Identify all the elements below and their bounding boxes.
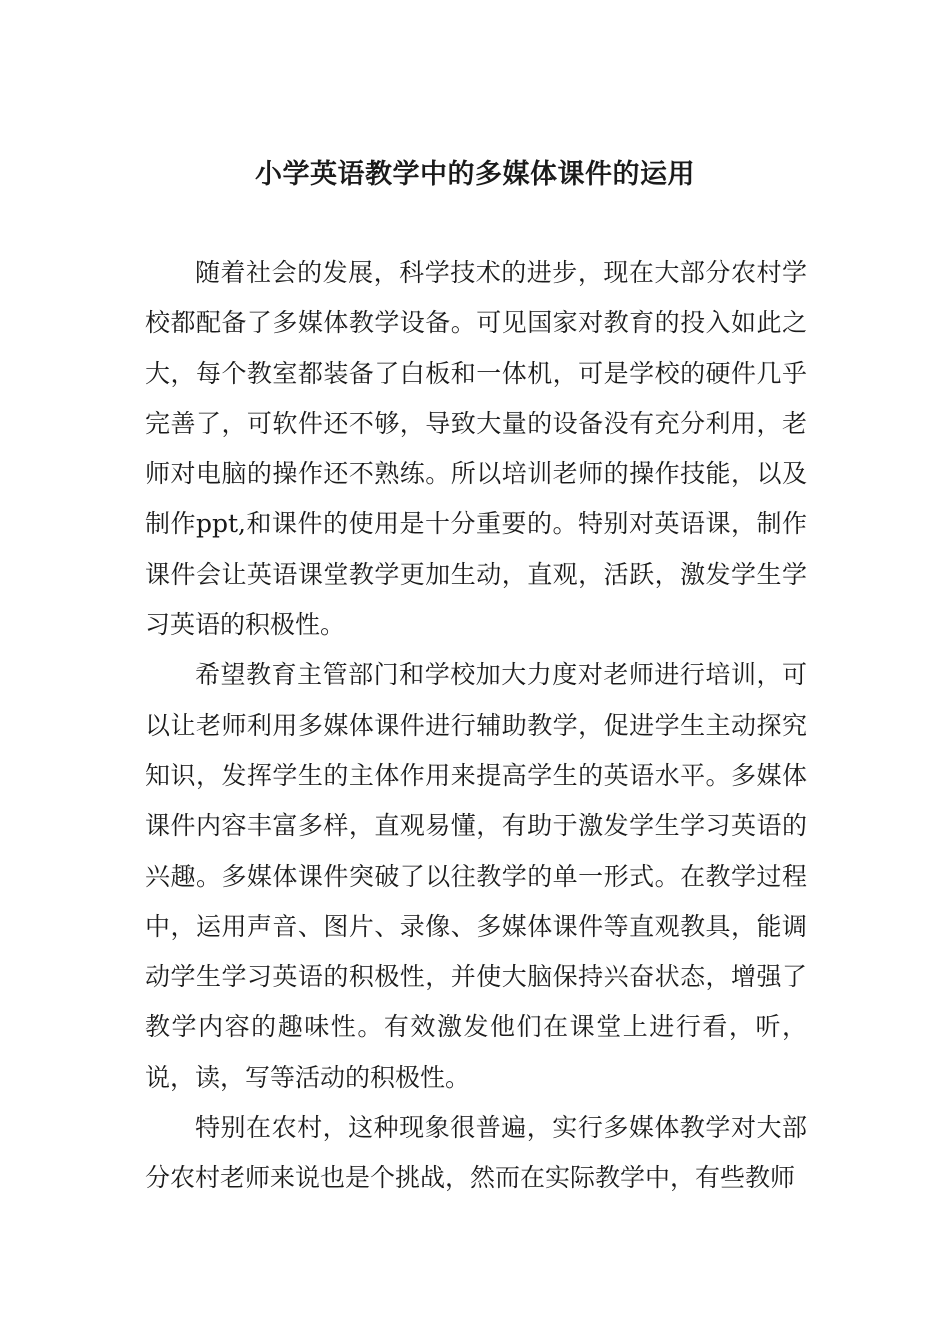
paragraph-2: 希望教育主管部门和学校加大力度对老师进行培训，可以让老师利用多媒体课件进行辅助教学，促进学生主动探究知识，发挥学生的主体作用来提高学生的英语水平。多媒体课件内容丰富多样，直观易懂，有助于激发学生学习英语的兴趣。多媒体课件突破了以往教学的单一形式。在教学过程中，运用声音、图片、录像、多媒体课件等直观教具，能调动学生学习英语的积极性，并使大脑保持兴奋状态，增强了教学内容的趣味性。有效激发他们在课堂上进行看，听，说，读，写等活动的积极性。 bbox=[145, 660, 807, 1092]
document-title: 小学英语教学中的多媒体课件的运用 bbox=[255, 159, 695, 190]
paragraph-1: 随着社会的发展，科学技术的进步，现在大部分农村学校都配备了多媒体教学设备。可见国家对教育的投入如此之大，每个教室都装备了白板和一体机，可是学校的硬件几乎完善了，可软件还不够，导致大量的设备没有充分利用，老师对电脑的操作还不熟练。所以培训老师的操作技能，以及制作ppt,和课件的使用是十分重要的。特别对英语课，制作课件会让英语课堂教学更加生动，直观，活跃，激发学生学习英语的积极性。 bbox=[145, 258, 807, 640]
document-body bbox=[145, 248, 807, 1204]
paragraph-3: 特别在农村，这种现象很普遍，实行多媒体教学对大部分农村老师来说也是个挑战，然而在实际教学中，有些教师 bbox=[145, 1113, 807, 1193]
